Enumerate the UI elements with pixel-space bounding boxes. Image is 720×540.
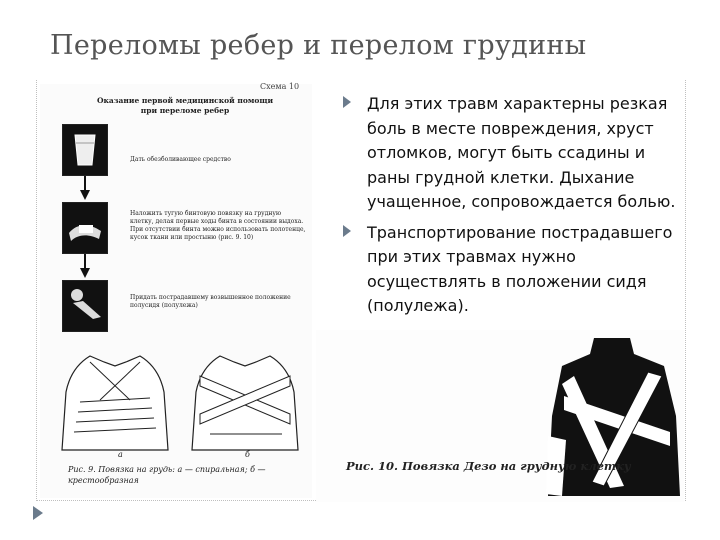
- figure-9b-label: б: [245, 450, 250, 459]
- figure-9-caption: Рис. 9. Повязка на грудь: а — спиральная; б — крестообразная: [68, 465, 266, 485]
- arrow-down-icon: [80, 176, 90, 204]
- bullet-item: [337, 221, 682, 319]
- scheme-number: Схема 10: [260, 82, 300, 91]
- reclining-person-icon: [62, 280, 108, 332]
- bullet-item: [337, 92, 682, 215]
- cross-bandage-torso-icon: [190, 352, 300, 456]
- triangle-arrow-icon: [343, 96, 351, 108]
- deso-bandage-figure: [316, 330, 684, 502]
- step-3-text: Придать пострадавшему возвышенное положение полусидя (полулежа): [130, 294, 291, 309]
- slide-title: Переломы ребер и перелом грудины: [50, 30, 587, 61]
- figure-9a-label: а: [118, 450, 123, 459]
- step-2-text: Наложить тугую бинтовую повязку на грудную клетку, делая первые ходы бинта в состоянии выдоха. При отсутствии бинта можно использовать полотенце, кусок ткани или простыню (рис. 9. 10): [130, 210, 306, 241]
- spiral-bandage-torso-icon: [60, 352, 170, 456]
- first-aid-scheme-figure: [40, 84, 312, 498]
- slide-nav-arrow-icon: [33, 506, 43, 520]
- bullet-text: Транспортирование пострадавшего при этих травмах нужно осуществлять в положении сидя (полулежа).: [367, 222, 673, 315]
- cup-icon: [62, 124, 108, 176]
- scheme-title: Оказание первой медицинской помощи при переломе ребер: [96, 96, 274, 115]
- triangle-arrow-icon: [343, 225, 351, 237]
- deso-bandage-torso-icon: [544, 336, 682, 502]
- arrow-down-icon: [80, 254, 90, 282]
- step-1-text: Дать обезболивающее средство: [130, 156, 231, 163]
- bullet-list: [337, 92, 682, 325]
- figure-10-caption: Рис. 10. Повязка Дезо на грудную клетку: [346, 459, 631, 473]
- bandage-hands-icon: [62, 202, 108, 254]
- bullet-text: Для этих травм характерны резкая боль в месте повреждения, хруст отломков, могут быть ссадины и раны грудной клетки. Дыхание учащенное, сопровождается болью.: [367, 94, 676, 211]
